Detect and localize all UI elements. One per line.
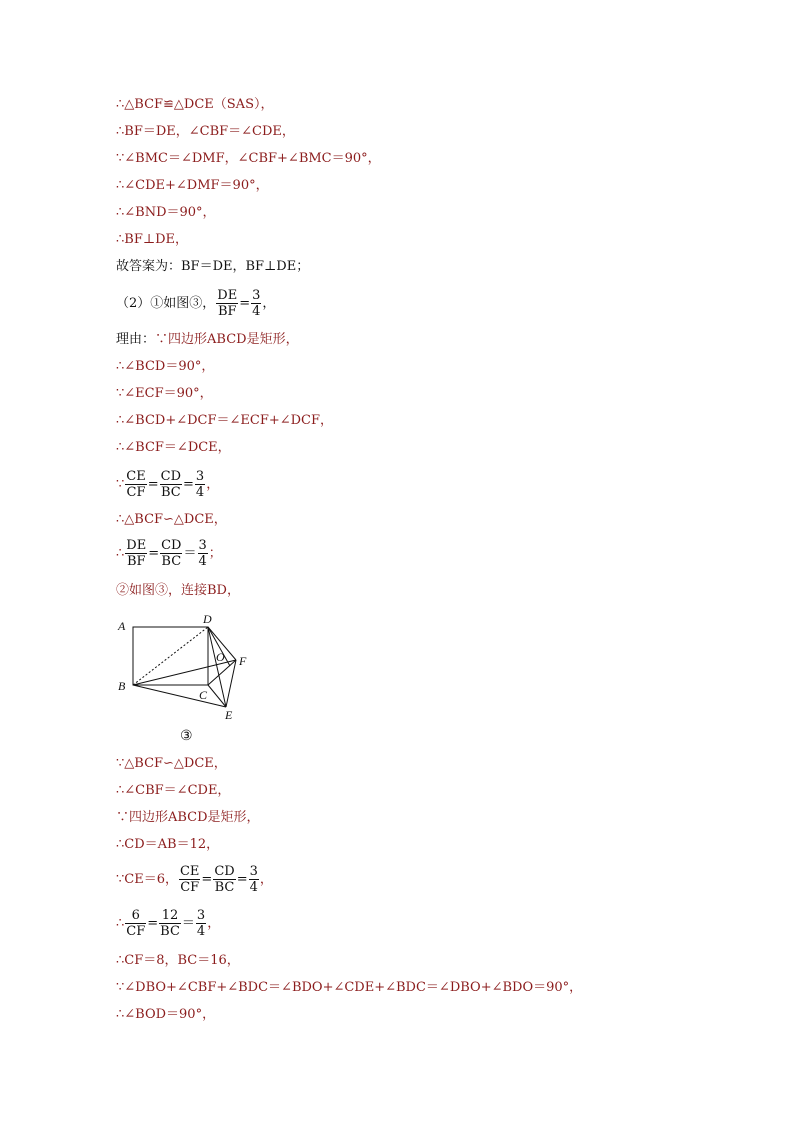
fraction: $\frac{CD}{BC}$: [214, 864, 235, 895]
fraction: $\frac{6}{CF}$: [126, 908, 146, 939]
line-11: ∵△BCF∽△DCE，: [116, 756, 227, 771]
fraction: $\frac{3}{4}$: [249, 864, 258, 895]
line-14: ∴CD＝AB＝12，: [116, 837, 220, 852]
reason-line: 理由：∵四边形ABCD是矩形，: [116, 332, 299, 347]
similar-line-1: ∴△BCF∽△DCE，: [116, 512, 227, 527]
line-7: ∴∠BCD＝90°，: [116, 359, 215, 374]
line-13: ∵四边形ABCD是矩形，: [116, 810, 260, 825]
fraction: $\frac{DE}{BF}$: [217, 288, 238, 319]
line-10: ∴∠BCF＝∠DCE，: [116, 440, 231, 455]
fraction: $\frac{CD}{BC}$: [160, 469, 181, 500]
answer-line: 故答案为：BF＝DE，BF⊥DE；: [116, 259, 310, 274]
line-16: ∵∠DBO+∠CBF+∠BDC＝∠BDO+∠CDE+∠BDC＝∠DBO+∠BDO＝90°，: [116, 980, 583, 995]
ratio-line-2: ∴ $\frac{DE}{BF}$ = $\frac{CD}{BC}$ ＝ $\frac{3}{4}$ ；: [116, 538, 222, 569]
line-12: ∴∠CBF＝∠CDE，: [116, 783, 231, 798]
part2-label: （2）①如图③，: [116, 296, 216, 311]
segment-de: [208, 627, 226, 707]
fraction: $\frac{3}{4}$: [195, 469, 205, 500]
line-2: ∴BF＝DE，∠CBF＝∠CDE，: [116, 124, 295, 139]
label-c: C: [199, 688, 208, 702]
segment-be: [133, 685, 226, 707]
ratio-line-4: ∴ $\frac{6}{CF}$ = $\frac{12}{BC}$ ＝ $\frac{3}{4}$ ，: [116, 908, 221, 939]
line-3: ∵∠BMC＝∠DMF，∠CBF+∠BMC＝90°，: [116, 151, 381, 166]
label-e: E: [225, 708, 233, 722]
geometry-figure: [112, 610, 262, 725]
label-o: O: [216, 650, 225, 664]
label-d: D: [203, 612, 212, 626]
fraction: $\frac{3}{4}$: [198, 538, 207, 569]
fraction: $\frac{3}{4}$: [196, 908, 206, 939]
label-a: A: [118, 619, 126, 633]
fraction: $\frac{DE}{BF}$: [126, 538, 147, 569]
line-15: ∴CF＝8，BC＝16，: [116, 953, 240, 968]
figure-caption: ③: [180, 728, 193, 744]
ratio-line-3: ∵CE＝6， $\frac{CE}{CF}$ = $\frac{CD}{BC}$ = $\frac{3}{4}$ ，: [116, 864, 273, 895]
fraction: $\frac{CE}{CF}$: [126, 469, 146, 500]
label-f: F: [239, 654, 247, 668]
line-1: ∴△BCF≌△DCE（SAS），: [116, 97, 274, 112]
label-b: B: [118, 679, 126, 693]
fraction: $\frac{CD}{BC}$: [161, 538, 182, 569]
fraction: $\frac{3}{4}$: [252, 288, 261, 319]
fraction: $\frac{CE}{CF}$: [179, 864, 200, 895]
line-4: ∴∠CDE+∠DMF＝90°，: [116, 178, 269, 193]
ratio-line-1: ∵ $\frac{CE}{CF}$ = $\frac{CD}{BC}$ = $\frac{3}{4}$ ，: [116, 469, 220, 500]
line-8: ∵∠ECF＝90°，: [116, 386, 213, 401]
fraction: $\frac{12}{BC}$: [160, 908, 180, 939]
line-9: ∴∠BCD+∠DCF＝∠ECF+∠DCF，: [116, 413, 334, 428]
part2-line: （2）①如图③， $\frac{DE}{BF}$ = $\frac{3}{4}$ ，: [116, 288, 276, 319]
line-5: ∴∠BND＝90°，: [116, 205, 216, 220]
line-17: ∴∠BOD＝90°，: [116, 1007, 216, 1022]
line-6: ∴BF⊥DE，: [116, 232, 188, 247]
part2b-line: ②如图③，连接BD，: [116, 583, 240, 598]
